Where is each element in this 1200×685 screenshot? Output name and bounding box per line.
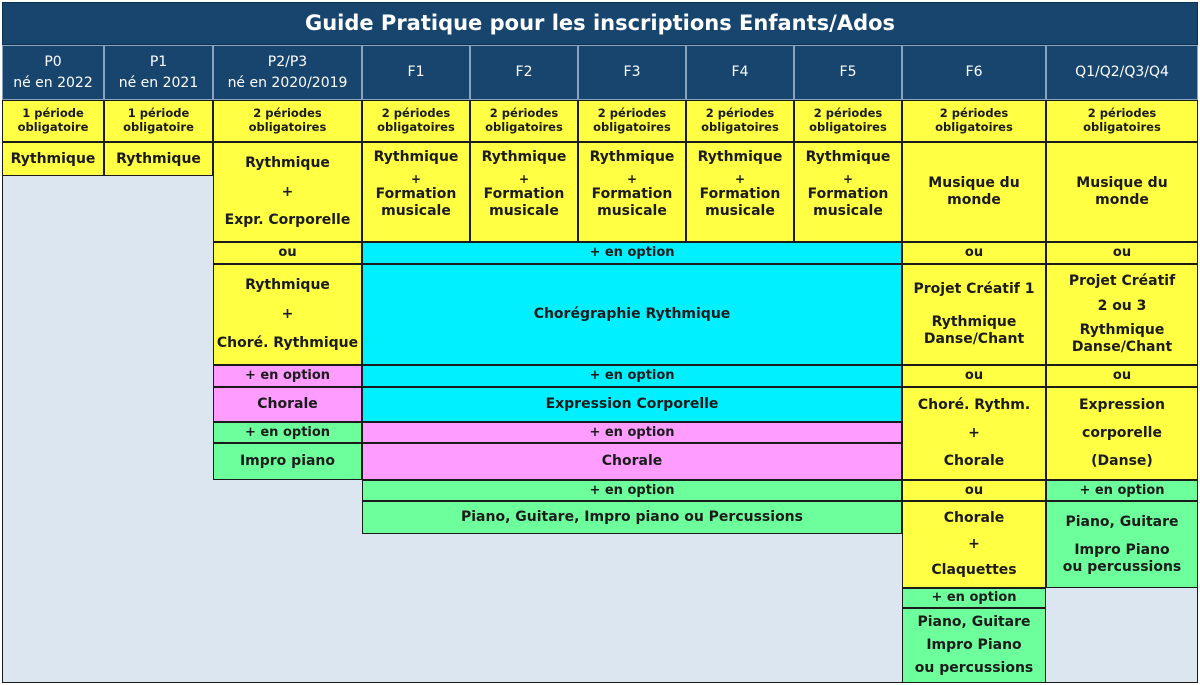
- option-f-instruments: [362, 480, 902, 501]
- left-border: [2, 176, 3, 683]
- connector-text: ou: [964, 368, 984, 384]
- period-line: obligatoires: [248, 120, 327, 134]
- connector-text: + en option: [244, 424, 331, 440]
- course-label: Formation: [807, 186, 889, 203]
- course-label: Formation: [483, 186, 565, 203]
- course-label: Projet Créatif: [1068, 272, 1176, 289]
- chorale-claquettes-f6: [902, 501, 1046, 588]
- period-line: obligatoires: [701, 120, 779, 134]
- course-p0: [2, 142, 104, 176]
- course-label: Impro Piano: [1074, 541, 1170, 558]
- connector-text: + en option: [589, 482, 675, 498]
- plus-sign: +: [968, 536, 980, 553]
- course-label: musicale: [705, 202, 775, 219]
- option-q-instruments: [1046, 480, 1198, 501]
- col-name: F2: [515, 64, 533, 81]
- period-line: obligatoire: [123, 120, 194, 134]
- course-label: Claquettes: [931, 561, 1017, 578]
- connector-text: + en option: [931, 590, 1017, 606]
- plus-sign: +: [626, 171, 638, 186]
- connector-text: ou: [278, 245, 297, 261]
- course-label: Projet Créatif 1: [913, 281, 1035, 298]
- period-p1: [104, 100, 213, 142]
- option-f: [362, 242, 902, 264]
- ou-p2p3: [213, 242, 362, 264]
- course-label: Rythmique: [245, 154, 330, 171]
- connector-text: ou: [964, 482, 984, 498]
- col-name: F1: [407, 64, 425, 81]
- period-line: 2 périodes: [381, 106, 451, 121]
- connector-text: + en option: [589, 245, 675, 261]
- course-label: Formation: [591, 186, 673, 203]
- col-header-f3: [578, 45, 686, 100]
- col-name: P1: [149, 54, 168, 71]
- course-f4: [686, 142, 794, 242]
- ou-q-2: [1046, 365, 1198, 387]
- course-f2: [470, 142, 578, 242]
- course-label: Chorale: [601, 453, 663, 470]
- course-label: Chorale: [943, 452, 1005, 469]
- course-label: Rythmique: [481, 149, 567, 165]
- period-line: 1 période: [127, 106, 190, 121]
- course-label: Rythmique: [1079, 322, 1165, 339]
- course-label: Rythmique: [373, 149, 459, 165]
- course-label: Rythmique: [10, 150, 96, 167]
- ou-q: [1046, 242, 1198, 264]
- period-line: obligatoires: [593, 120, 671, 134]
- course-label: ou percussions: [1062, 558, 1182, 575]
- course-label: Chorégraphie Rythmique: [533, 306, 731, 323]
- col-name: P0: [44, 54, 62, 71]
- course-f6: [902, 142, 1046, 242]
- course-label: corporelle: [1082, 425, 1162, 442]
- period-f2: [470, 100, 578, 142]
- course-label: Impro Piano: [926, 637, 1022, 654]
- instruments-f6: [902, 608, 1046, 683]
- col-sub: né en 2021: [118, 74, 199, 91]
- course-label: Rythmique: [805, 149, 891, 165]
- col-header-f4: [686, 45, 794, 100]
- plus-sign: +: [968, 425, 980, 442]
- instruments-f: [362, 501, 902, 534]
- period-f5: [794, 100, 902, 142]
- option-p2p3-chorale: [213, 365, 362, 387]
- option-f6-instruments: [902, 588, 1046, 608]
- period-line: obligatoires: [935, 120, 1013, 134]
- ou-f6-3: [902, 480, 1046, 501]
- period-f1: [362, 100, 470, 142]
- period-line: 2 périodes: [597, 106, 667, 121]
- course-group: [924, 314, 1024, 348]
- col-header-f1: [362, 45, 470, 100]
- plus-sign: +: [281, 306, 294, 323]
- course-label: Expression Corporelle: [545, 396, 719, 413]
- course-label: Musique du: [1076, 175, 1168, 192]
- period-line: 2 périodes: [253, 106, 322, 121]
- ou-f6-2: [902, 365, 1046, 387]
- period-line: 2 périodes obligatoires: [1083, 106, 1161, 134]
- col-sub: né en 2020/2019: [227, 74, 348, 91]
- col-name: Q1/Q2/Q3/Q4: [1075, 64, 1169, 81]
- period-q: [1046, 100, 1198, 142]
- course-label: Rythmique: [589, 149, 675, 165]
- period-line: obligatoires: [485, 120, 563, 134]
- course-label: Impro piano: [239, 453, 336, 470]
- plus-sign: +: [734, 171, 746, 186]
- course-q: [1046, 142, 1198, 242]
- course-p2p3: [213, 142, 362, 242]
- course-label: Chorale: [943, 510, 1005, 527]
- course-label: (Danse): [1091, 452, 1153, 469]
- page-title: [2, 2, 1198, 45]
- connector-text: + en option: [589, 424, 675, 440]
- connector-text: ou: [964, 245, 984, 261]
- course-label: Formation: [699, 186, 781, 203]
- projet-q: [1046, 264, 1198, 365]
- course-label: Musique du: [928, 175, 1020, 192]
- course-label: Rythmique: [116, 150, 201, 167]
- col-header-p2p3: [213, 45, 362, 100]
- course-label: musicale: [381, 202, 451, 219]
- course-group: [1063, 542, 1182, 576]
- period-line: obligatoires: [377, 120, 455, 134]
- expression-q: [1046, 387, 1198, 480]
- period-f4: [686, 100, 794, 142]
- chore-p2p3: [213, 264, 362, 365]
- col-sub: né en 2022: [13, 74, 93, 91]
- col-header-p0: [2, 45, 104, 100]
- course-label: Formation: [375, 186, 457, 203]
- period-line: 2 périodes: [939, 106, 1009, 121]
- course-label: monde: [947, 192, 1001, 208]
- course-label: Rythmique: [245, 277, 330, 294]
- period-f3: [578, 100, 686, 142]
- course-f1: [362, 142, 470, 242]
- course-label: musicale: [489, 202, 559, 219]
- course-label: Choré. Rythm.: [917, 397, 1031, 414]
- course-label: 2 ou 3: [1097, 297, 1147, 314]
- course-label: musicale: [597, 202, 667, 219]
- period-f6: [902, 100, 1046, 142]
- chorale-f: [362, 443, 902, 480]
- page-title-text: Guide Pratique pour les inscriptions Enfants/Ados: [304, 10, 896, 35]
- period-line: 2 périodes: [489, 106, 559, 121]
- col-header-p1: [104, 45, 213, 100]
- course-label: Expression: [1078, 397, 1166, 414]
- option-f-chorale: [362, 422, 902, 443]
- course-label: Rythmique: [697, 149, 783, 165]
- connector-text: + en option: [589, 368, 675, 384]
- course-label: Piano, Guitare, Impro piano ou Percussions: [461, 509, 803, 526]
- connector-text: + en option: [1079, 482, 1165, 498]
- course-f5: [794, 142, 902, 242]
- col-name: F4: [731, 64, 749, 81]
- course-label: Piano, Guitare: [1065, 513, 1179, 530]
- course-label: monde: [1095, 192, 1149, 208]
- connector-text: ou: [1112, 368, 1132, 384]
- period-line: 1 période: [22, 106, 84, 121]
- course-label: musicale: [813, 202, 883, 219]
- col-header-q: [1046, 45, 1198, 100]
- course-label: Piano, Guitare: [917, 614, 1031, 631]
- period-p2p3: [213, 100, 362, 142]
- choregraphie-f: [362, 264, 902, 365]
- course-label: Expr. Corporelle: [224, 212, 351, 229]
- ou-f6: [902, 242, 1046, 264]
- col-name: F3: [623, 64, 641, 81]
- plus-sign: +: [410, 171, 422, 186]
- option-f-expression: [362, 365, 902, 387]
- course-p1: [104, 142, 213, 176]
- course-f3: [578, 142, 686, 242]
- period-line: obligatoire: [17, 120, 89, 134]
- plus-sign: +: [281, 183, 294, 200]
- course-group: [1072, 322, 1172, 356]
- course-label: Rythmique: [931, 314, 1017, 331]
- plus-sign: +: [842, 171, 854, 186]
- expression-corporelle-f: [362, 387, 902, 422]
- col-header-f2: [470, 45, 578, 100]
- col-header-f6: [902, 45, 1046, 100]
- chore-chorale-f6: [902, 387, 1046, 480]
- course-label: ou percussions: [914, 660, 1034, 677]
- course-label: Danse/Chant: [923, 331, 1025, 348]
- course-label: Danse/Chant: [1071, 339, 1173, 356]
- period-p0: [2, 100, 104, 142]
- course-label: Choré. Rythmique: [216, 335, 359, 352]
- connector-text: ou: [1112, 245, 1132, 261]
- period-line: 2 périodes: [705, 106, 775, 121]
- period-line: obligatoires: [809, 120, 887, 134]
- course-label: Chorale: [257, 396, 318, 413]
- col-name: F6: [965, 64, 983, 81]
- col-name: F5: [839, 64, 857, 81]
- col-name: P2/P3: [267, 54, 308, 71]
- option-p2p3-impro: [213, 422, 362, 443]
- col-header-f5: [794, 45, 902, 100]
- plus-sign: +: [518, 171, 530, 186]
- projet-f6: [902, 264, 1046, 365]
- impro-piano-p2p3: [213, 443, 362, 480]
- instruments-q: [1046, 501, 1198, 588]
- connector-text: + en option: [244, 368, 331, 384]
- chorale-p2p3: [213, 387, 362, 422]
- period-line: 2 périodes: [813, 106, 883, 121]
